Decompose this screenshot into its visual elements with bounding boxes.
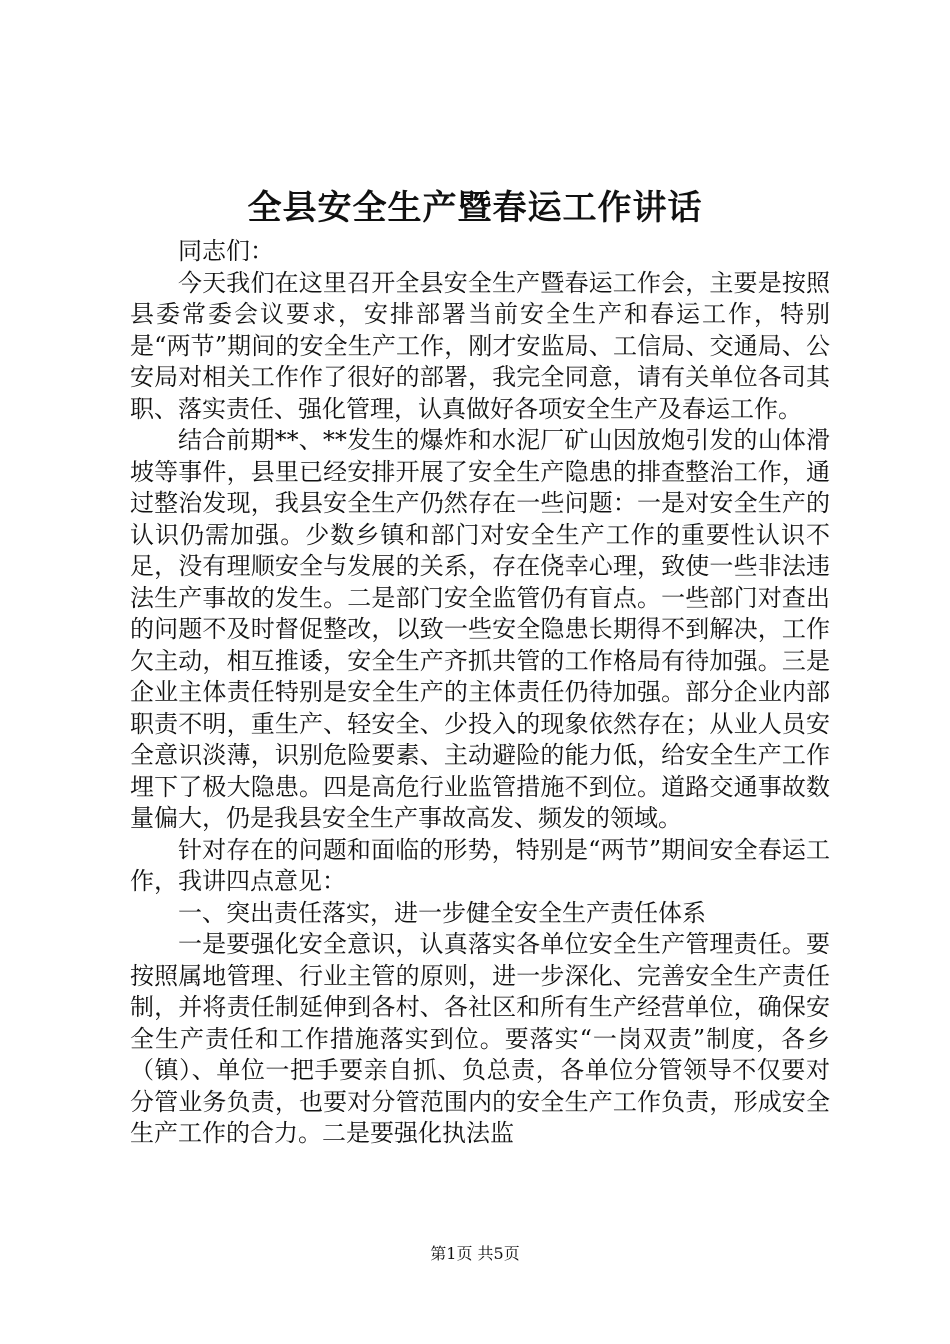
section-heading-1: 一、突出责任落实，进一步健全安全生产责任体系 [178, 898, 706, 927]
paragraph-3: 针对存在的问题和面临的形势，特别是“两节”期间安全春运工作，我讲四点意见： [130, 835, 830, 895]
paragraph-4: 一是要强化安全意识，认真落实各单位安全生产管理责任。要按照属地管理、行业主管的原则，进一步深化、完善安全生产责任制，并将责任制延伸到各村、各社区和所有生产经营单位，确保安全生产责任和工作措施落实到位。要落实“一岗双责”制度，各乡（镇）、单位一把手要亲自抓、负总责，各单位分管领导不仅要对分管业务负责，也要对分管范围内的安全生产工作负责，形成安全生产工作的合力。二是要强化执法监 [130, 930, 830, 1147]
page-footer: 第1页 共5页 [430, 1244, 520, 1263]
document-body [130, 236, 830, 1150]
paragraph-2: 结合前期**、**发生的爆炸和水泥厂矿山因放炮引发的山体滑坡等事件，县里已经安排开展了安全生产隐患的排查整治工作，通过整治发现，我县安全生产仍然存在一些问题：一是对安全生产的认识仍需加强。少数乡镇和部门对安全生产工作的重要性认识不足，没有理顺安全与发展的关系，存在侥幸心理，致使一些非法违法生产事故的发生。二是部门安全监管仍有盲点。一些部门对查出的问题不及时督促整改，以致一些安全隐患长期得不到解决，工作欠主动，相互推诿，安全生产齐抓共管的工作格局有待加强。三是企业主体责任特别是安全生产的主体责任仍待加强。部分企业内部职责不明，重生产、轻安全、少投入的现象依然存在；从业人员安全意识淡薄，识别危险要素、主动避险的能力低，给安全生产工作埋下了极大隐患。四是高危行业监管措施不到位。道路交通事故数量偏大，仍是我县安全生产事故高发、频发的领域。 [130, 426, 830, 832]
salutation: 同志们： [178, 237, 274, 265]
document-title: 全县安全生产暨春运工作讲话 [247, 188, 703, 228]
paragraph-1: 今天我们在这里召开全县安全生产暨春运工作会，主要是按照县委常委会议要求，安排部署当前安全生产和春运工作，特别是“两节”期间的安全生产工作，刚才安监局、工信局、交通局、公安局对相关工作作了很好的部署，我完全同意，请有关单位各司其职、落实责任、强化管理，认真做好各项安全生产及春运工作。 [130, 268, 830, 423]
